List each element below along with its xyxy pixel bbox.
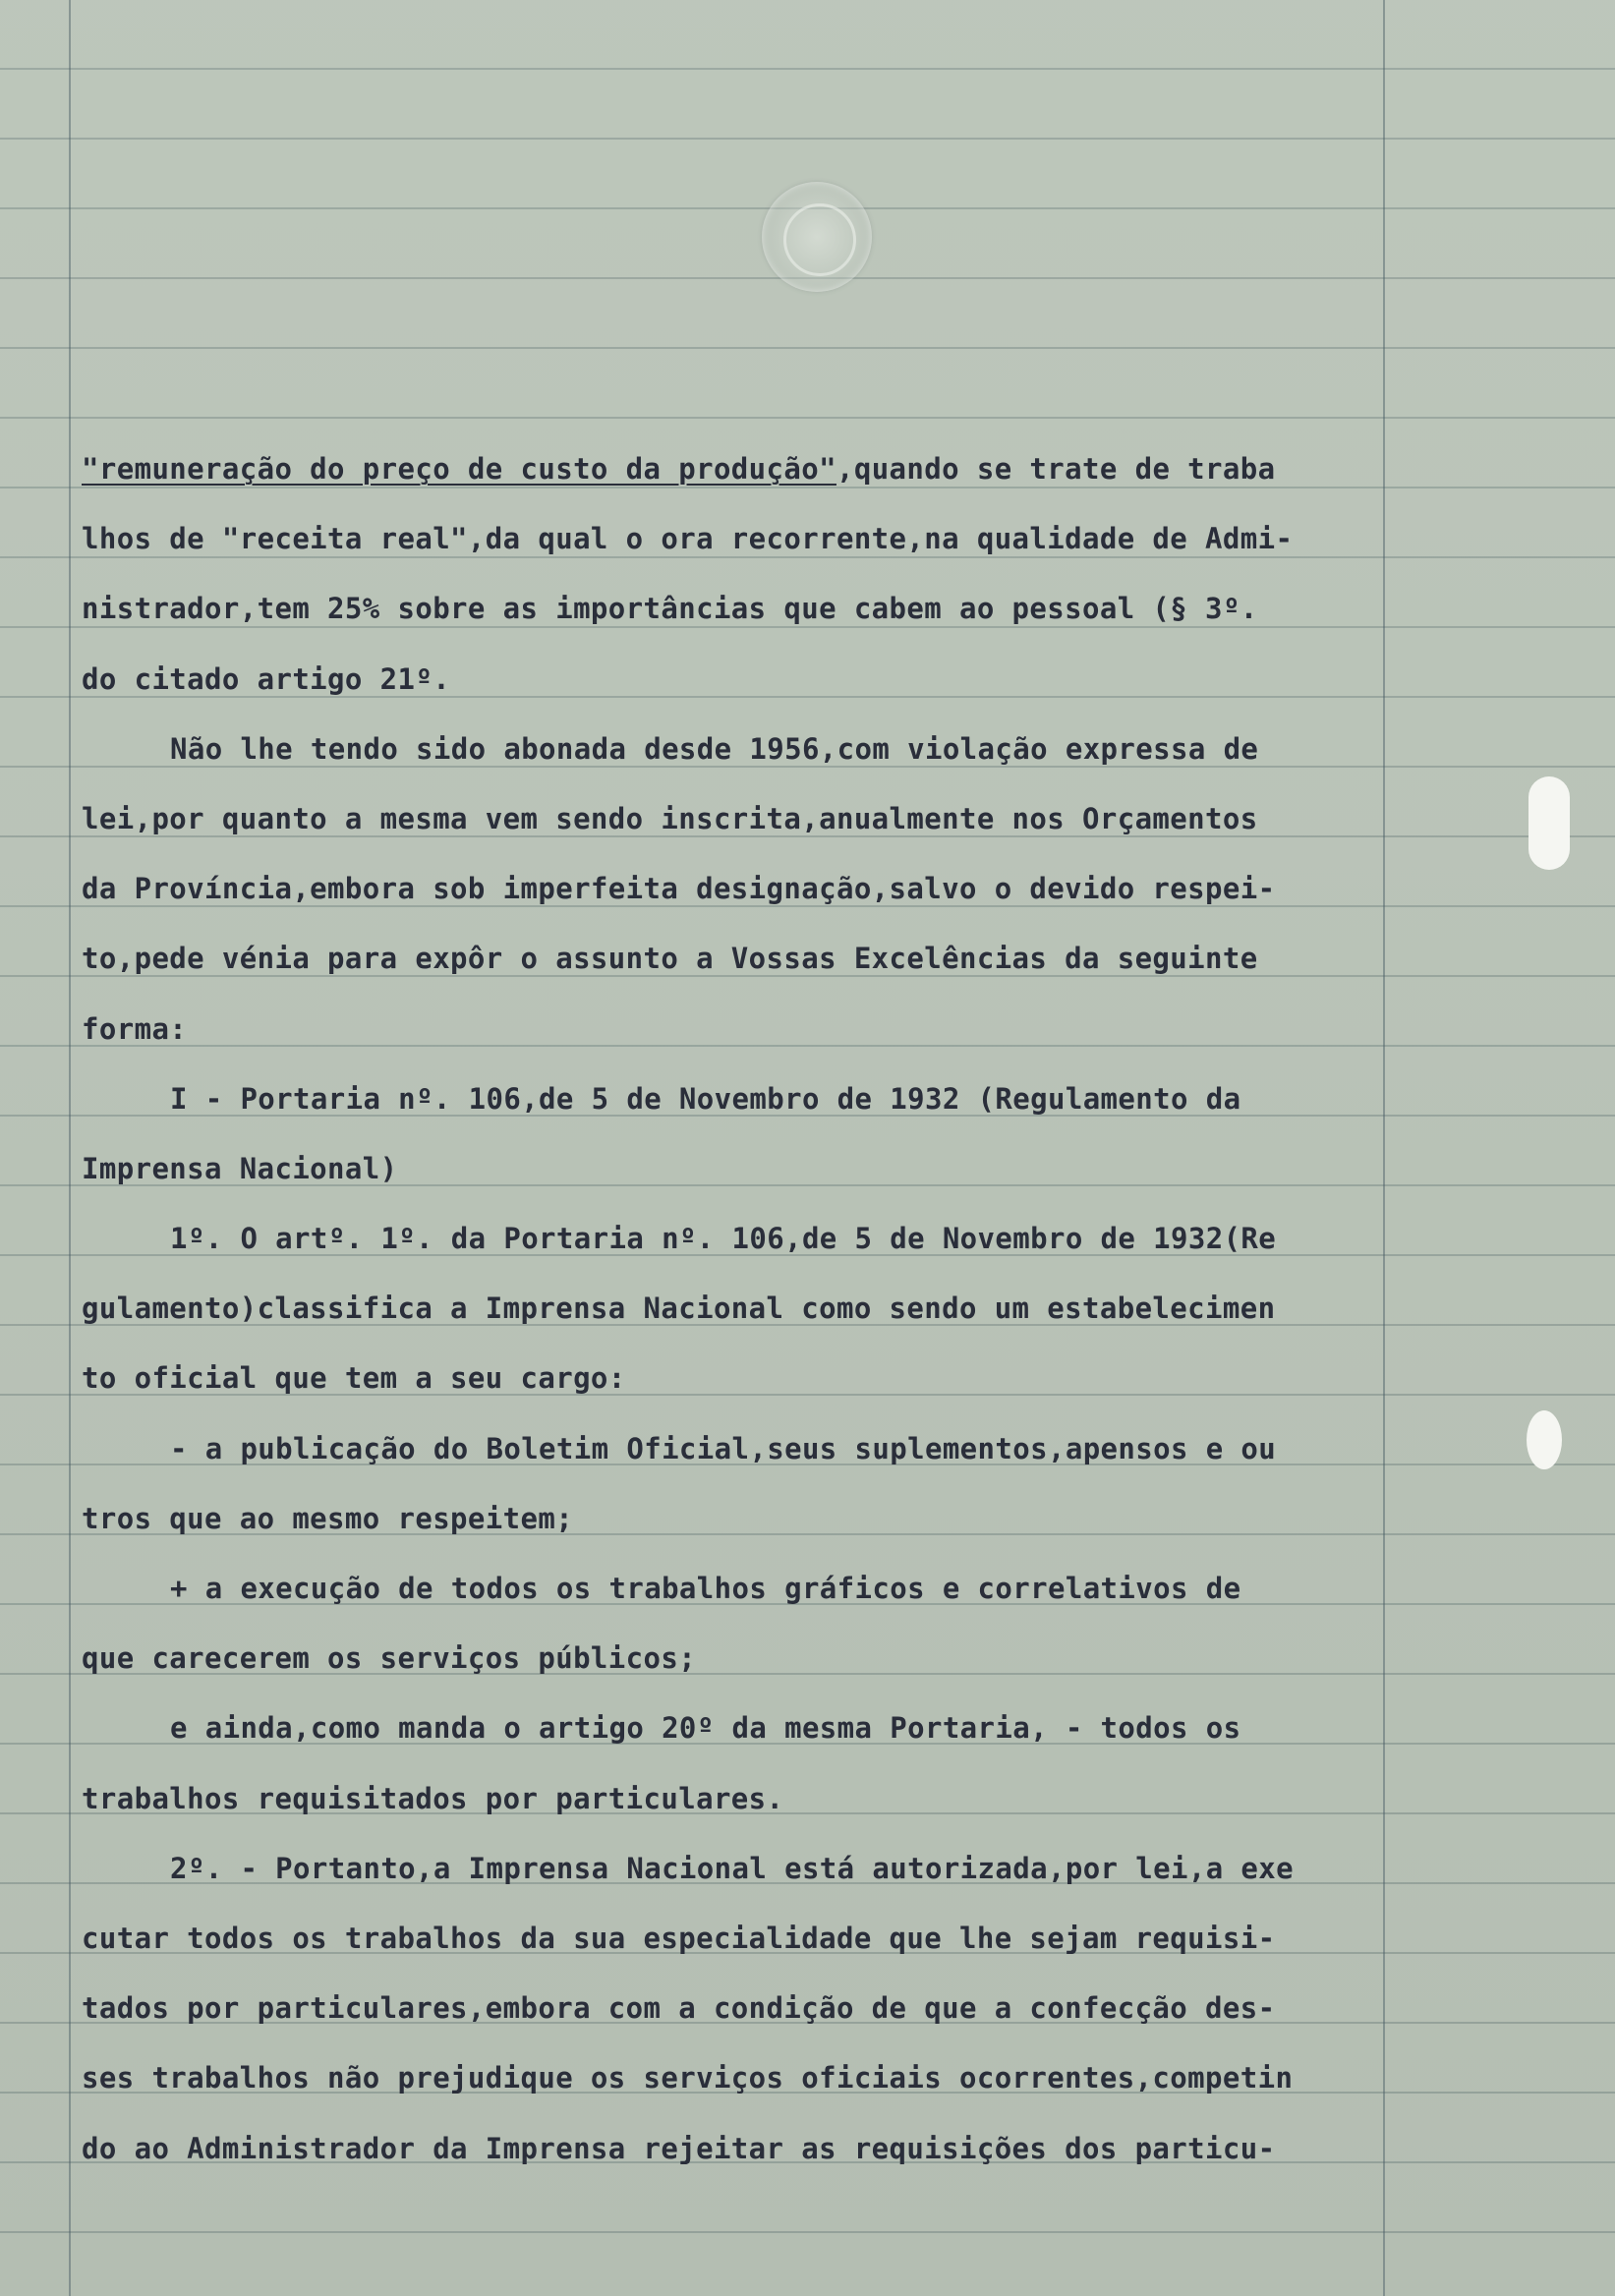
text-line: do ao Administrador da Imprensa rejeitar as requisições dos particu-: [82, 2131, 1276, 2165]
text-line: forma:: [82, 1011, 188, 1046]
text-line: Imprensa Nacional): [82, 1151, 398, 1185]
text-line: do citado artigo 21º.: [82, 661, 451, 696]
text-line: "remuneração do preço de custo da produção",quando se trate de traba: [82, 452, 1276, 486]
text-line: que carecerem os serviços públicos;: [82, 1641, 697, 1676]
text-line: + a execução de todos os trabalhos gráficos e correlativos de: [170, 1572, 1241, 1605]
text-line: - a publicação do Boletim Oficial,seus suplementos,apensos e ou: [170, 1431, 1277, 1465]
left-margin-rule: [69, 0, 71, 2296]
text-line: I - Portaria nº. 106,de 5 de Novembro de 1932 (Regulamento da: [170, 1081, 1241, 1116]
text-line: tros que ao mesmo respeitem;: [82, 1501, 574, 1535]
text-line: da Província,embora sob imperfeita designação,salvo o devido respei-: [82, 872, 1276, 906]
punch-hole: [1528, 776, 1570, 870]
document-body: [82, 434, 1389, 2184]
text-line: tados por particulares,embora com a condição de que a confecção des-: [82, 1991, 1276, 2026]
text-line: 2º. - Portanto,a Imprensa Nacional está autorizada,por lei,a exe: [170, 1851, 1295, 1885]
embossed-seal-icon: [762, 182, 872, 292]
text-line: trabalhos requisitados por particulares.: [82, 1781, 784, 1815]
text-line: cutar todos os trabalhos da sua especialidade que lhe sejam requisi-: [82, 1921, 1276, 1955]
text-line: to,pede vénia para expôr o assunto a Vossas Excelências da seguinte: [82, 942, 1258, 976]
text-line: e ainda,como manda o artigo 20º da mesma Portaria, - todos os: [170, 1711, 1241, 1746]
text-line: gulamento)classifica a Imprensa Nacional como sendo um estabelecimen: [82, 1292, 1276, 1326]
text-line: Não lhe tendo sido abonada desde 1956,com violação expressa de: [170, 731, 1259, 766]
text-line: 1º. O artº. 1º. da Portaria nº. 106,de 5 de Novembro de 1932(Re: [170, 1222, 1277, 1256]
text-line: lei,por quanto a mesma vem sendo inscrita,anualmente nos Orçamentos: [82, 801, 1258, 835]
punch-hole: [1527, 1410, 1562, 1469]
text-line: nistrador,tem 25% sobre as importâncias que cabem ao pessoal (§ 3º.: [82, 592, 1258, 626]
text-line: ses trabalhos não prejudique os serviços oficiais ocorrentes,competin: [82, 2061, 1294, 2095]
text-line: to oficial que tem a seu cargo:: [82, 1361, 626, 1396]
text-line: lhos de "receita real",da qual o ora recorrente,na qualidade de Admi-: [82, 522, 1294, 556]
